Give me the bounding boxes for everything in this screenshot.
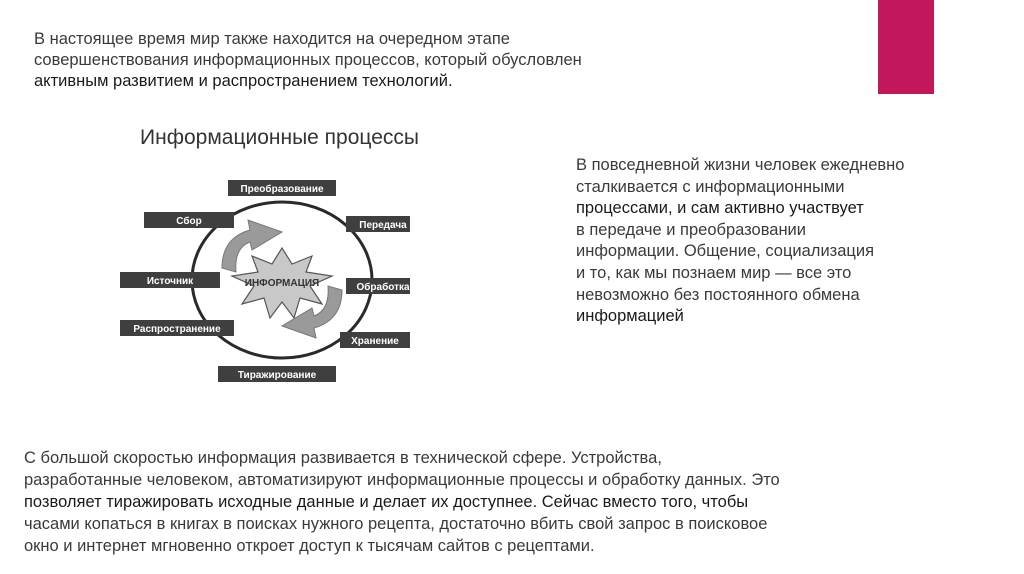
svg-text:Сбор: Сбор [176,216,202,227]
diagram-title: Информационные процессы [140,126,419,149]
box-rasprostranenie [120,320,234,336]
bottom-paragraph-line: С большой скоростью информация развивается в технической сфере. Устройства, [24,449,662,467]
bottom-paragraph [24,447,780,557]
box-peredacha [346,216,410,232]
svg-text:Тиражирование: Тиражирование [237,370,317,381]
svg-text:Преобразование: Преобразование [240,184,324,195]
top-paragraph-line: В настоящее время мир также находится на очередном этапе [34,30,510,48]
svg-text:Хранение: Хранение [351,336,399,347]
box-hranenie [340,332,410,348]
box-obrabotka [346,278,410,294]
right-paragraph-line: В повседневной жизни человек ежедневно [576,156,905,174]
box-istochnik [120,272,220,288]
svg-text:Передача: Передача [359,220,407,231]
right-paragraph-line: информации. Общение, социализация [576,242,874,261]
box-preobrazovanie [228,180,336,196]
right-paragraph-line: в передаче и преобразовании [576,220,806,239]
top-paragraph [34,29,582,92]
top-paragraph-line: активным развитием и распространением технологий. [34,72,453,90]
svg-text:Обработка: Обработка [356,282,410,293]
box-tirazhirovanie [218,366,336,382]
center-label: ИНФОРМАЦИЯ [244,278,320,289]
right-paragraph-line: процессами, и сам активно участвует [576,199,864,218]
right-paragraph-line: и то, как мы познаем мир — все это [576,263,852,282]
bottom-paragraph-line: часами копаться в книгах в поисках нужного рецепта, достаточно вбить свой запрос в поисковое [24,515,768,533]
svg-text:Источник: Источник [146,276,194,287]
box-sbor [144,212,234,228]
right-paragraph-line: информацией [576,307,684,326]
bottom-paragraph-line: окно и интернет мгновенно откроет доступ к тысячам сайтов с рецептами. [24,537,595,555]
bottom-paragraph-line: позволяет тиражировать исходные данные и делает их доступнее. Сейчас вместо того, чтобы [24,493,749,511]
svg-text:Распространение: Распространение [133,324,221,335]
accent-bar [878,0,934,94]
information-processes-diagram [110,168,410,393]
bottom-paragraph-line: разработанные человеком, автоматизируют информационные процессы и обработку данных. Это [24,471,780,489]
right-paragraph-line: невозможно без постоянного обмена [576,285,860,304]
top-paragraph-line: совершенствования информационных процессов, который обусловлен [34,51,582,69]
right-paragraph [576,155,904,328]
right-paragraph-line: сталкивается с информационными [576,177,845,196]
